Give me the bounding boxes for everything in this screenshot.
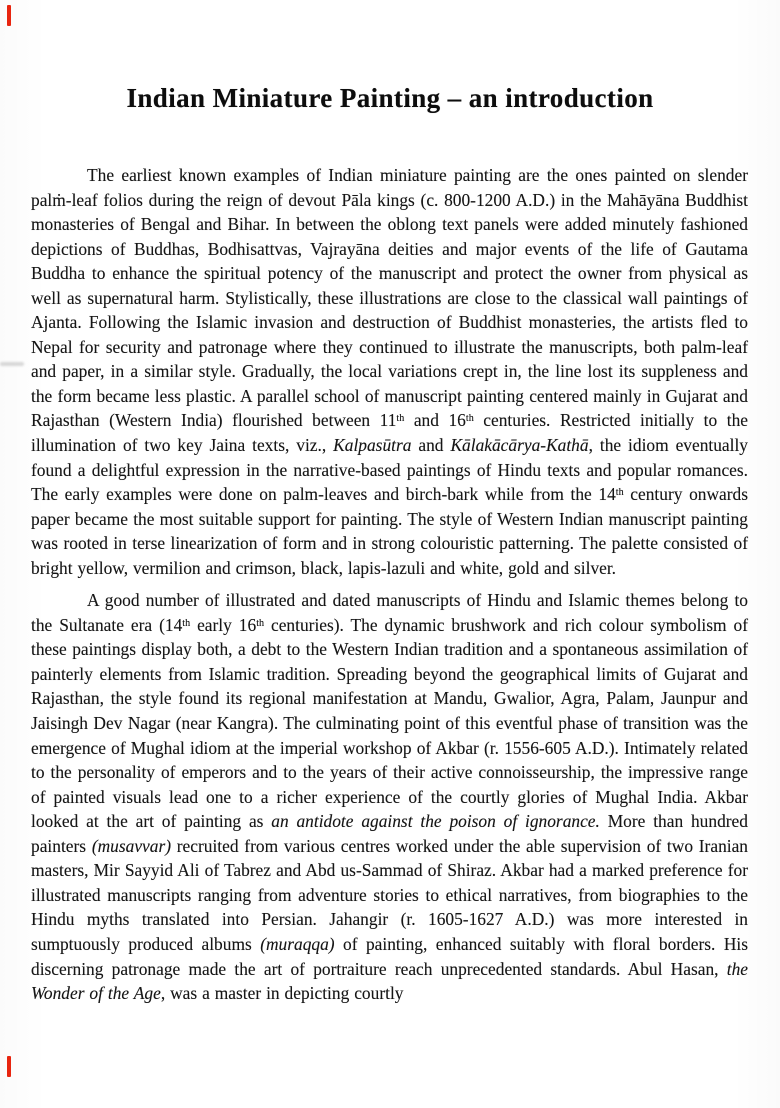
paragraph-2: A good number of illustrated and dated manuscripts of Hindu and Islamic themes belong to the Sultanate era (14th early 16th centuries). The dynamic brushwork and rich colour symbolism of these paintings display both, a debt to the Western Indian tradition and a spontaneous assimilation of painterly elements from Islamic tradition. Spreading beyond the geographical limits of Gujarat and Rajasthan, the style found its regional manifestation at Mandu, Gwalior, Agra, Palam, Jaunpur and Jaisingh Dev Nagar (near Kangra). The culminating point of this eventful phase of transition was the emergence of Mughal idiom at the imperial workshop of Akbar (r. 1556-605 A.D.). Intimately related to the personality of emperors and to the years of their active connoisseurship, the impressive range of painted visuals lead one to a richer experience of the courtly glories of Mughal India. Akbar looked at the art of painting as an antidote against the poison of ignorance. More than hundred painters (musavvar) recruited from various centres worked under the able supervision of two Iranian masters, Mir Sayyid Ali of Tabrez and Abd us-Sammad of Shiraz. Akbar had a marked preference for illustrated manuscripts ranging from adventure stories to ethical narratives, from biographies to the Hindu myths translated into Persian. Jahangir (r. 1605-1627 A.D.) was more interested in sumptuously produced albums (muraqqa) of painting, enhanced suitably with floral borders. His discerning patronage made the art of portraiture reach unprecedented standards. Abul Hasan, the Wonder of the Age, was a master in depicting courtly <box>31 590 749 1004</box>
scan-smudge-artifact <box>0 362 24 366</box>
red-corner-marker-top <box>7 5 11 26</box>
paragraph-1: The earliest known examples of Indian miniature painting are the ones painted on slender palṁ-leaf folios during the reign of devout Pāla kings (c. 800-1200 A.D.) in the Mahāyāna Buddhist monasteries of Bengal and Bihar. In between the oblong text panels were added minutely fashioned depictions of Buddhas, Bodhisattvas, Vajrayāna deities and major events of the life of Gautama Buddha to enhance the spiritual potency of the manuscript and protect the owner from physical as well as supernatural harm. Stylistically, these illustrations are close to the classical wall paintings of Ajanta. Following the Islamic invasion and destruction of Buddhist monasteries, the artists fled to Nepal for security and patronage where they continued to illustrate the manuscripts, both palm-leaf and paper, in a similar style. Gradually, the local variations crept in, the line lost its suppleness and the form became less plastic. A parallel school of manuscript painting centered mainly in Gujarat and Rajasthan (Western India) flourished between 11th and 16th centuries. Restricted initially to the illumination of two key Jaina texts, viz., Kalpasūtra and Kālakācārya-Kathā, the idiom eventually found a delightful expression in the narrative-based paintings of Hindu texts and popular romances. The early examples were done on palm-leaves and birch-bark while from the 14th century onwards paper became the most suitable support for painting. The style of Western Indian manuscript painting was rooted in terse linearization of form and in strong colouristic patterning. The palette consisted of bright yellow, vermilion and crimson, black, lapis-lazuli and white, gold and silver. <box>31 165 749 578</box>
page-title: Indian Miniature Painting – an introduction <box>126 83 654 113</box>
red-corner-marker-bottom <box>7 1056 11 1077</box>
article-body <box>31 163 748 1006</box>
